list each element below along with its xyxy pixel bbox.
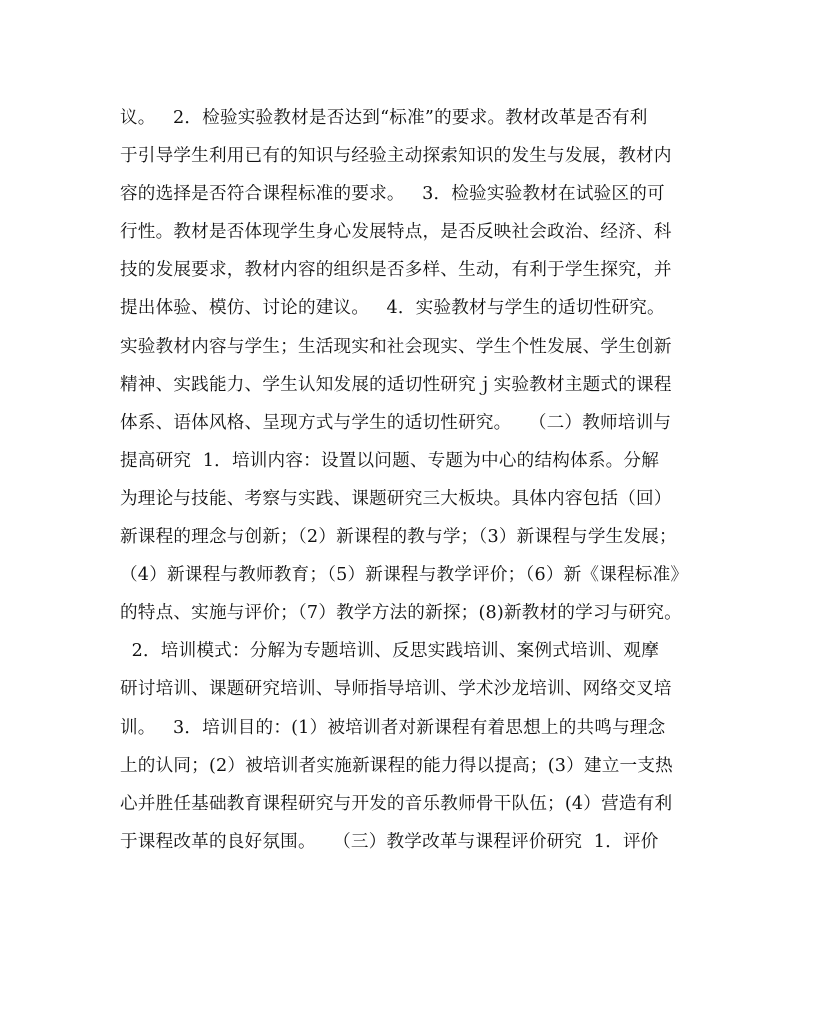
text-line: 实验教材内容与学生；生活现实和社会现实、学生个性发展、学生创新 (120, 336, 672, 357)
text-line: 新课程的理念与创新；（2）新课程的教与学；（3）新课程与学生发展； (120, 527, 677, 548)
text-line: 的特点、实施与评价；（7）教学方法的新探；(8)新教材的学习与研究。 (120, 603, 682, 624)
text-line: （4）新课程与教师教育；（5）新课程与教学评价；（6）新《课程标准》 (120, 565, 689, 586)
text-line: 提出体验、模仿、讨论的建议。 4．实验教材与学生的适切性研究。 (120, 298, 665, 319)
text-line: 研讨培训、课题研究培训、导师指导培训、学术沙龙培训、网络交叉培 (120, 679, 672, 700)
text-line: 上的认同；(2）被培训者实施新课程的能力得以提高；(3）建立一支热 (120, 755, 673, 776)
body-text (120, 99, 700, 861)
text-line: 为理论与技能、考察与实践、课题研究三大板块。具体内容包括（回） (120, 488, 672, 509)
text-line: 于引导学生利用已有的知识与经验主动探索知识的发生与发展，教材内 (120, 146, 672, 167)
text-line: 提高研究 1．培训内容：设置以问题、专题为中心的结构体系。分解 (120, 450, 660, 471)
text-line: 训。 3．培训目的：(1）被培训者对新课程有着思想上的共鸣与理念 (120, 717, 666, 738)
text-line: 技的发展要求，教材内容的组织是否多样、生动，有利于学生探究，并 (120, 260, 672, 281)
text-line: 心并胜任基础教育课程研究与开发的音乐教师骨干队伍；(4）营造有利 (120, 793, 673, 814)
text-line: 精神、实践能力、学生认知发展的适切性研究ｊ实验教材主题式的课程 (120, 374, 672, 395)
text-line: 于课程改革的良好氛围。 （三）教学改革与课程评价研究 1．评价 (120, 831, 659, 852)
text-line: 体系、语体风格、呈现方式与学生的适切性研究。 （二）教师培训与 (120, 412, 672, 433)
text-line: 2．培训模式：分解为专题培训、反思实践培训、案例式培训、观摩 (120, 641, 660, 662)
text-line: 行性。教材是否体现学生身心发展特点，是否反映社会政治、经济、科 (120, 222, 672, 243)
text-line: 容的选择是否符合课程标准的要求。 3．检验实验教材在试验区的可 (120, 184, 665, 205)
text-line: 议。 2．检验实验教材是否达到“标准”的要求。教材改革是否有利 (120, 108, 648, 128)
